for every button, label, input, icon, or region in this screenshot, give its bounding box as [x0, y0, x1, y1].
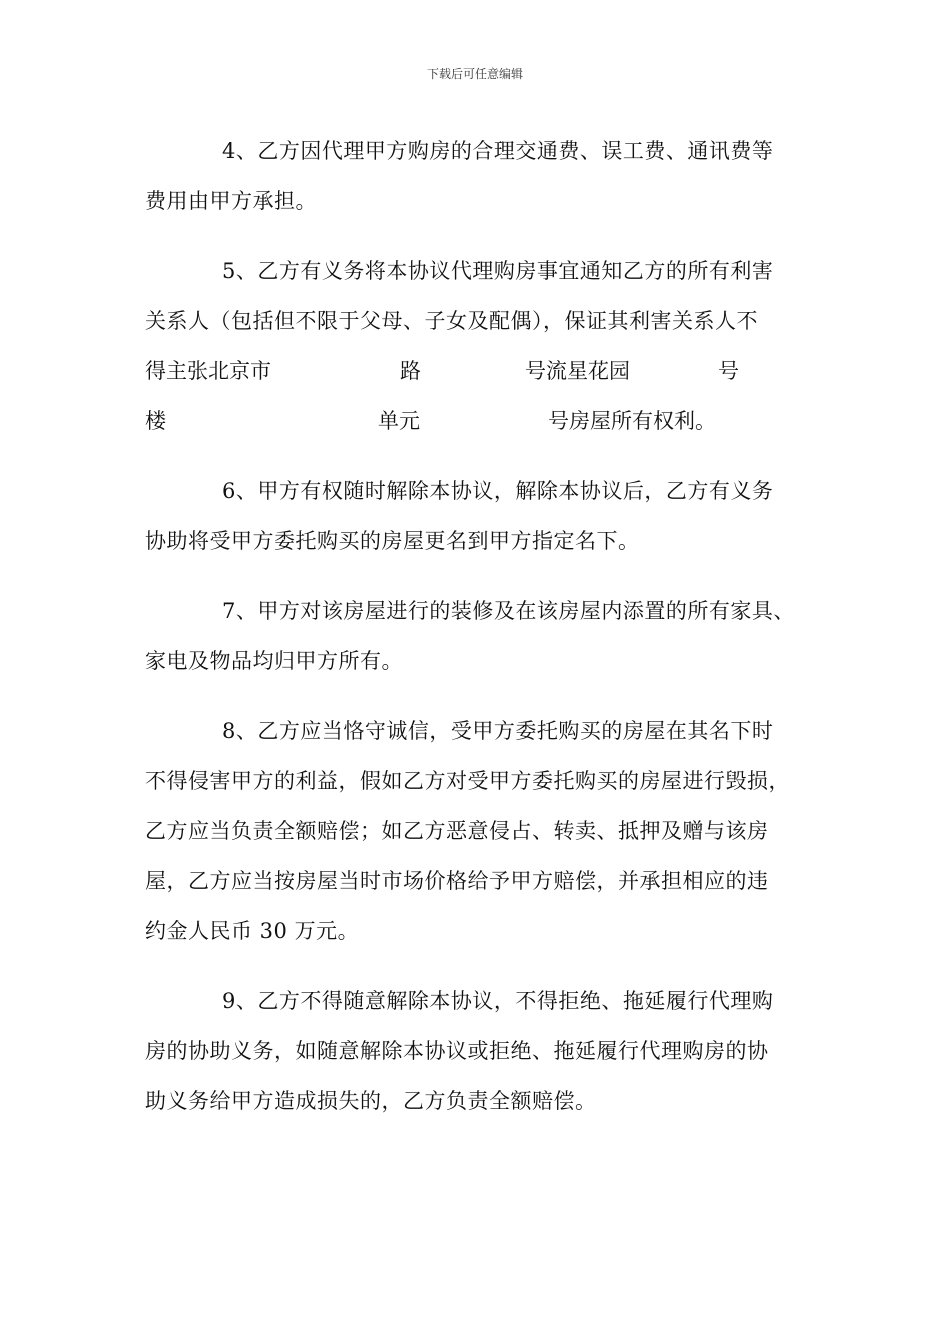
- clause-5-line-4-unit: 单元: [378, 409, 420, 433]
- clause-5-line-1: 5、乙方有义务将本协议代理购房事宜通知乙方的所有利害: [222, 259, 774, 283]
- clause-8-line-4: 屋，乙方应当按房屋当时市场价格给予甲方赔偿，并承担相应的违: [145, 869, 769, 893]
- clause-5-line-3-garden: 号流星花园: [525, 359, 630, 383]
- clause-5-line-4-rights: 号房屋所有权利。: [548, 409, 716, 433]
- clause-4-line-1: 4、乙方因代理甲方购房的合理交通费、误工费、通讯费等: [222, 139, 774, 163]
- clause-9-line-2: 房的协助义务，如随意解除本协议或拒绝、拖延履行代理购房的协: [145, 1039, 769, 1063]
- clause-5-line-4-building: 楼: [145, 409, 166, 433]
- clause-5-line-3-number: 号: [718, 359, 739, 383]
- clause-9-line-3: 助义务给甲方造成损失的，乙方负责全额赔偿。: [145, 1089, 597, 1113]
- clause-8-line-1: 8、乙方应当恪守诚信，受甲方委托购买的房屋在其名下时: [222, 719, 774, 743]
- clause-5-line-2: 关系人（包括但不限于父母、子女及配偶），保证其利害关系人不: [145, 309, 758, 333]
- clause-5-line-3-city: 得主张北京市: [145, 359, 271, 383]
- clause-7-line-2: 家电及物品均归甲方所有。: [145, 649, 403, 673]
- clause-7-line-1: 7、甲方对该房屋进行的装修及在该房屋内添置的所有家具、: [222, 599, 795, 623]
- clause-8-line-2: 不得侵害甲方的利益，假如乙方对受甲方委托购买的房屋进行毁损，: [145, 769, 790, 793]
- clause-6-line-2: 协助将受甲方委托购买的房屋更名到甲方指定名下。: [145, 529, 640, 553]
- clause-9-line-1: 9、乙方不得随意解除本协议，不得拒绝、拖延履行代理购: [222, 989, 774, 1013]
- clause-6-line-1: 6、甲方有权随时解除本协议，解除本协议后，乙方有义务: [222, 479, 774, 503]
- clause-4-line-2: 费用由甲方承担。: [145, 189, 317, 213]
- clause-5-line-3-road: 路: [400, 359, 421, 383]
- clause-8-line-5: 约金人民币 30 万元。: [145, 919, 360, 943]
- clause-8-line-3: 乙方应当负责全额赔偿；如乙方恶意侵占、转卖、抵押及赠与该房: [145, 819, 769, 843]
- page-header-note: 下载后可任意编辑: [426, 67, 523, 81]
